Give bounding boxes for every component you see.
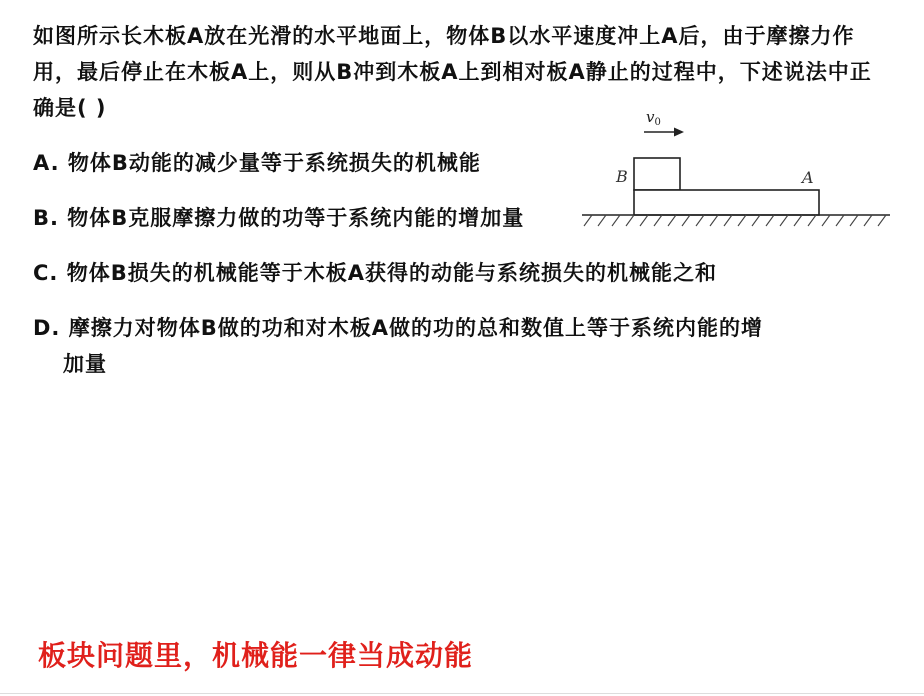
board-a xyxy=(634,190,819,215)
board-block-figure xyxy=(578,102,898,232)
velocity-arrow-icon xyxy=(644,128,684,137)
block-b-label: B xyxy=(616,167,628,186)
option-d-line2: 加量 xyxy=(63,352,107,376)
option-b: B. 物体B克服摩擦力做的功等于系统内能的增加量 xyxy=(33,206,525,230)
option-d xyxy=(33,310,853,382)
note-text: 板块问题里，机械能一律当成动能 xyxy=(38,639,474,672)
option-c: C. 物体B损失的机械能等于木板A获得的动能与系统损失的机械能之和 xyxy=(33,261,717,285)
bottom-divider xyxy=(0,693,924,694)
option-d-line1: D. 摩擦力对物体B做的功和对木板A做的功的总和数值上等于系统内能的增 xyxy=(33,316,763,340)
block-b xyxy=(634,158,680,190)
ground-hatching xyxy=(584,215,886,226)
question-stem: 如图所示长木板A放在光滑的水平地面上，物体B以水平速度冲上A后，由于摩擦力作用，最后停止在木板A上，则从B冲到木板A上到相对板A静止的过程中，下述说法中正确是( ) xyxy=(33,24,872,120)
option-a: A. 物体B动能的减少量等于系统损失的机械能 xyxy=(33,151,481,175)
board-a-label: A xyxy=(802,168,814,187)
velocity-label: $v_0$ xyxy=(646,108,661,128)
